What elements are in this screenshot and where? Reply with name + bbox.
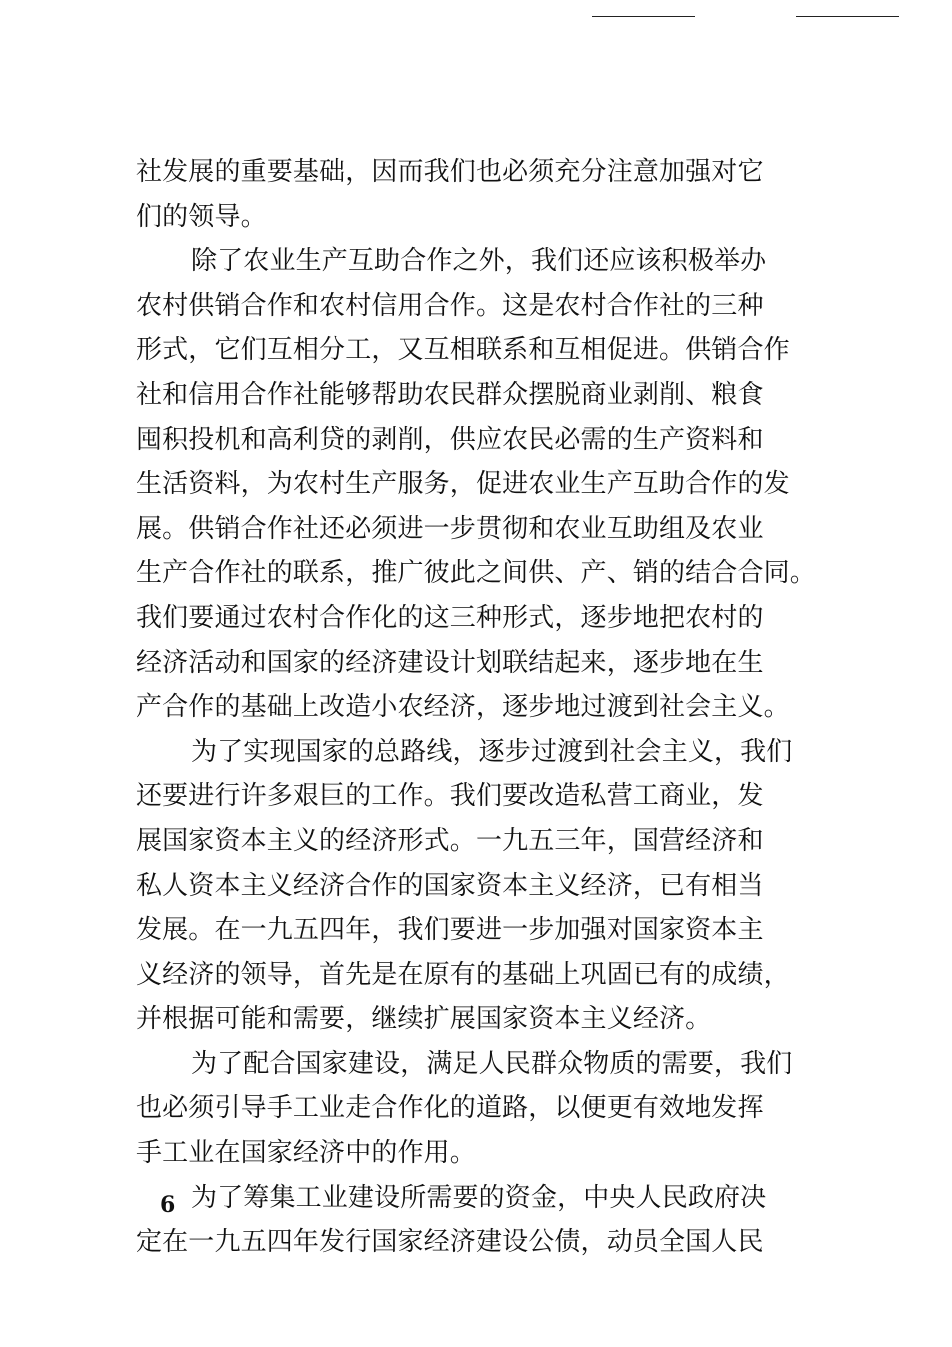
text-line: 我们要通过农村合作化的这三种形式，逐步地把农村的 — [136, 602, 764, 633]
text-line: 形式，它们互相分工，又互相联系和互相促进。供销合作 — [136, 335, 790, 366]
header-rule-right — [796, 16, 899, 17]
text-line: 私人资本主义经济合作的国家资本主义经济，已有相当 — [136, 870, 764, 901]
text-line: 并根据可能和需要，继续扩展国家资本主义经济。 — [136, 1004, 712, 1035]
text-line: 们的领导。 — [136, 201, 267, 232]
text-line: 展国家资本主义的经济形式。一九五三年，国营经济和 — [136, 825, 764, 856]
text-line: 还要进行许多艰巨的工作。我们要改造私营工商业，发 — [136, 781, 764, 812]
text-line: 展。供销合作社还必须进一步贯彻和农业互助组及农业 — [136, 513, 764, 544]
page-number: 6 — [160, 1192, 176, 1218]
text-line: 为了配合国家建设，满足人民群众物质的需要，我们 — [191, 1048, 793, 1079]
text-line: 社和信用合作社能够帮助农民群众摆脱商业剥削、粮食 — [136, 379, 764, 410]
text-line: 生活资料，为农村生产服务，促进农业生产互助合作的发 — [136, 469, 790, 500]
text-line: 定在一九五四年发行国家经济建设公债，动员全国人民 — [136, 1227, 764, 1258]
text-line: 为了筹集工业建设所需要的资金，中央人民政府决 — [191, 1182, 767, 1213]
text-line: 发展。在一九五四年，我们要进一步加强对国家资本主 — [136, 915, 764, 946]
text-line: 社发展的重要基础，因而我们也必须充分注意加强对它 — [136, 157, 764, 187]
text-line: 除了农业生产互助合作之外，我们还应该积极举办 — [191, 246, 767, 277]
header-rule-left — [592, 16, 695, 17]
text-line: 生产合作社的联系，推广彼此之间供、产、销的结合合同。 — [136, 558, 816, 589]
text-line: 手工业在国家经济中的作用。 — [136, 1138, 476, 1169]
text-line: 产合作的基础上改造小农经济，逐步地过渡到社会主义。 — [136, 692, 790, 723]
body-text — [136, 150, 816, 1265]
text-line: 经济活动和国家的经济建设计划联结起来，逐步地在生 — [136, 647, 764, 678]
text-line: 也必须引导手工业走合作化的道路，以便更有效地发挥 — [136, 1093, 764, 1124]
text-line: 囤积投机和高利贷的剥削，供应农民必需的生产资料和 — [136, 424, 764, 455]
text-line: 义经济的领导，首先是在原有的基础上巩固已有的成绩， — [136, 959, 790, 990]
text-line: 农村供销合作和农村信用合作。这是农村合作社的三种 — [136, 290, 764, 321]
text-line: 为了实现国家的总路线，逐步过渡到社会主义，我们 — [191, 736, 793, 767]
